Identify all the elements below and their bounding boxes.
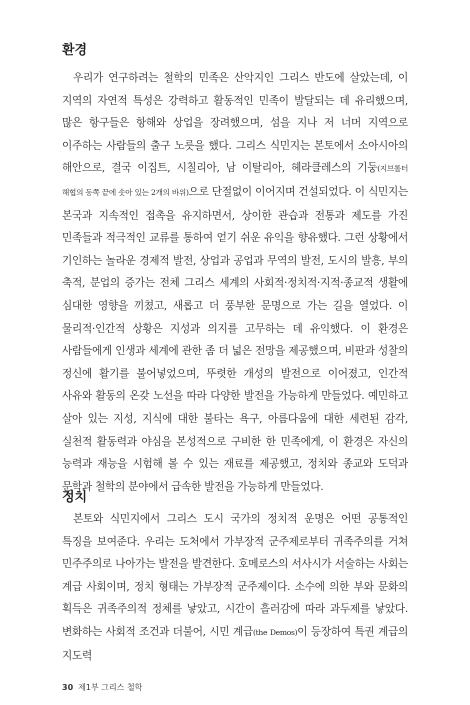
section-heading-environment: 환경: [62, 43, 88, 58]
page-footer: [62, 682, 142, 693]
running-title: 제1부 그리스 철학: [78, 683, 143, 692]
paragraph-environment: [62, 67, 409, 493]
paragraph-environment-text-b: 으로 단절없이 이어지며 건설되었다. 이 식민지는 본국과 지속적인 접촉을 유지하면서, 상이한 관습과 전통과 제도를 가진 민족들과 적극적인 교류를 통하여 얻기 쉬운 유익을 향유했다. 그런 상황에서 기인하는 놀라운 경제적 발전, 상업과 공업과 무역의 발전, 도시의 발흥, 부의 축적, 분업의 증가는 전체 그리스 세계의 사회적·정치적·지적·종교적 생활에 심대한 영향을 끼쳤고, 새롭고 더 풍부한 문명으로 가는 길을 열었다. 이 물리적·인간적 상황은 지성과 의지를 고무하는 데 유익했다. 이 환경은 사람들에게 인생과 세계에 관한 좀 더 넓은 전망을 제공했으며, 비판과 성찰의 정신에 활기를 불어넣었으며, 뚜렷한 개성의 발전으로 이어졌고, 인간적 사유와 활동의 온갖 노선을 따라 다양한 발전을 가능하게 만들었다. 예민하고 살아 있는 지성, 지식에 대한 불타는 욕구, 아름다움에 대한 세련된 감각, 실천적 활동력과 야심을 본성적으로 구비한 한 민족에게, 이 환경은 자신의 능력과 재능을 시험해 볼 수 있는 재료를 제공했고, 정치와 종교와 도덕과 문학과 철학의 분야에서 급속한 발전을 가능하게 만들었다.: [62, 185, 409, 493]
paragraph-environment-text-a: 우리가 연구하려는 철학의 민족은 산악지인 그리스 반도에 살았는데, 이 지역의 자연적 특성은 강력하고 활동적인 민족이 발달되는 데 유리했으며, 많은 항구들은 항해와 상업을 장려했으며, 섬을 지나 저 너머 지역으로 이주하는 사람들의 출구 노릇을 했다. 그리스 식민지는 본토에서 소아시아의 해안으로, 결국 이집트, 시칠리아, 남 이탈리아, 헤라클레스의 기둥: [62, 72, 408, 175]
paragraph-politics-text-a: 본토와 식민지에서 그리스 도시 국가의 정치적 운명은 어떤 공통적인 특징을 보여준다. 우리는 도처에서 가부장적 군주제로부터 귀족주의를 거쳐 민주주의로 나아가는 발전을 발견한다. 호메로스의 서사시가 서술하는 사회는 계급 사회이며, 정치 형태는 가부장적 군주제이다. 소수에 의한 부와 문화의 획득은 귀족주의적 정체를 낳았고, 시간이 흘러감에 따라 과두제를 낳았다. 변화하는 사회적 조건과 더불어, 시민 계급: [62, 513, 408, 638]
footnote-demos: (the Demos): [253, 627, 298, 637]
footnote-gibraltar: (지브롤터 해협의 동쪽 끝에 솟아 있는 2개의 바위): [62, 164, 408, 197]
page-number: 30: [62, 683, 74, 692]
paragraph-politics: [62, 508, 408, 668]
section-heading-politics: 정치: [62, 490, 88, 505]
paragraph-politics-text-b: 이 등장하여 특권 계급의 지도력: [62, 625, 408, 662]
